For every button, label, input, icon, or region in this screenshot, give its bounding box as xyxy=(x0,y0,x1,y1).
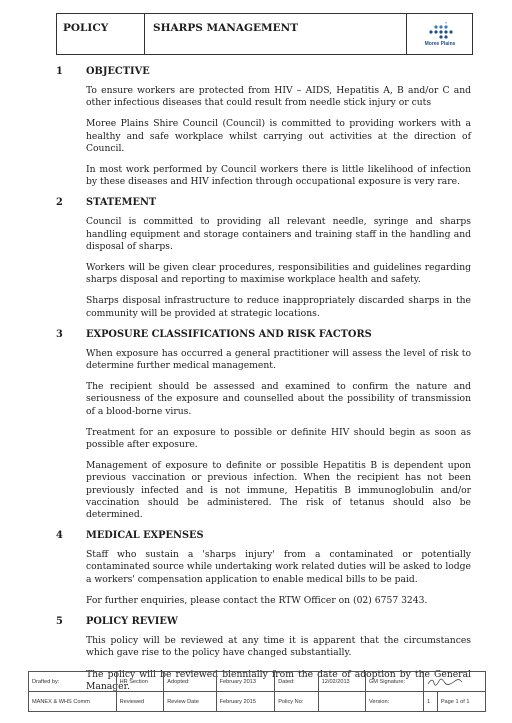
section-number: 4 xyxy=(56,530,63,542)
paragraph: Moree Plains Shire Council (Council) is committed to providing workers with a healthy and safe workplace whilst carrying out activities at the direction of Council. xyxy=(86,118,471,154)
table-row xyxy=(29,692,486,712)
gm-signature xyxy=(424,672,486,692)
paragraph: Sharps disposal infrastructure to reduce inappropriately discarded sharps in the community will be provided at strategic locations. xyxy=(86,295,471,319)
section-title: EXPOSURE CLASSIFICATIONS AND RISK FACTORS xyxy=(86,328,372,340)
paragraph: Workers will be given clear procedures, responsibilities and guidelines regarding sharps disposal and reporting to maximise workplace health and safety. xyxy=(86,262,471,286)
reviewed-label: Reviewed xyxy=(116,692,164,712)
paragraph: Management of exposure to definite or possible Hepatitis B is dependent upon previous vaccination or previous infection. When the recipient has not been previously infected and is not immune, Hepatitis B immunoglobulin and/or vaccination should be administered. The risk of tetanus should also be determined. xyxy=(86,460,471,521)
policy-no-value xyxy=(318,692,365,712)
dated-value: 12/02/2013 xyxy=(318,672,365,692)
review-date-value: February 2015 xyxy=(216,692,275,712)
section-heading xyxy=(56,329,471,340)
paragraph: The recipient should be assessed and examined to confirm the nature and seriousness of the exposure and counselled about the possibility of transmission of a blood-borne virus. xyxy=(86,381,471,417)
dated-label: Dated: xyxy=(275,672,318,692)
policy-label: POLICY xyxy=(57,14,145,54)
council-logo xyxy=(407,14,472,54)
policy-title: SHARPS MANAGEMENT xyxy=(145,14,407,54)
adopted-label: Adopted: xyxy=(164,672,216,692)
section-title: STATEMENT xyxy=(86,197,157,209)
section-number: 5 xyxy=(56,616,63,628)
paragraph: This policy will be reviewed at any time it is apparent that the circumstances which gave rise to the policy have changed substantially. xyxy=(86,635,471,659)
section-title: POLICY REVIEW xyxy=(86,616,178,628)
section-number: 3 xyxy=(56,328,63,340)
section-exposure xyxy=(56,329,471,521)
committee-value: MANEX & WHS Comm xyxy=(29,692,117,712)
section-number: 2 xyxy=(56,197,63,209)
review-date-label: Review Date xyxy=(164,692,216,712)
drafted-by-value: HR Section xyxy=(116,672,164,692)
policy-no-label: Policy No: xyxy=(275,692,318,712)
signature-icon xyxy=(427,678,463,686)
section-medical-expenses xyxy=(56,530,471,607)
logo-mark-icon xyxy=(427,22,453,40)
paragraph: Council is committed to providing all relevant needle, syringe and sharps handling equipment and storage containers and training staff in the handling and disposal of sharps. xyxy=(86,216,471,252)
section-heading xyxy=(56,197,471,208)
paragraph: In most work performed by Council workers there is little likelihood of infection by these diseases and HIV infection through occupational exposure is very rare. xyxy=(86,164,471,188)
paragraph: To ensure workers are protected from HIV – AIDS, Hepatitis A, B and/or C and other infectious diseases that could result from needle stick injury or cuts xyxy=(86,85,471,109)
section-heading xyxy=(56,66,471,77)
paragraph: When exposure has occurred a general practitioner will assess the level of risk to determine further medical management. xyxy=(86,347,471,372)
policy-body xyxy=(56,66,471,702)
logo-text: Moree Plains xyxy=(424,41,456,47)
section-number: 1 xyxy=(56,66,63,77)
document-control-table xyxy=(28,668,486,712)
section-title: OBJECTIVE xyxy=(86,66,150,77)
section-heading xyxy=(56,616,471,627)
section-statement xyxy=(56,197,471,319)
gm-signature-label: GM Signature: xyxy=(365,672,423,692)
version-value: 1 xyxy=(424,692,438,712)
paragraph: Staff who sustain a 'sharps injury' from a contaminated or potentially contaminated source while undertaking work related duties will be asked to lodge a workers' compensation application to enable medical bills to be paid. xyxy=(86,549,471,585)
version-label: Version: xyxy=(365,692,423,712)
paragraph: For further enquiries, please contact the RTW Officer on (02) 6757 3243. xyxy=(86,594,428,606)
section-objective xyxy=(56,66,471,188)
paragraph: The policy will be reviewed biennially from the date of adoption by the General Manager. xyxy=(86,668,471,692)
section-heading xyxy=(56,530,471,541)
paragraph: Treatment for an exposure to possible or definite HIV should begin as soon as possible after exposure. xyxy=(86,426,471,451)
drafted-by-label: Drafted by: xyxy=(29,672,117,692)
policy-header xyxy=(56,13,473,55)
adopted-value: February 2013 xyxy=(216,672,275,692)
page-number: Page 1 of 1 xyxy=(437,692,485,712)
table-row xyxy=(29,672,486,692)
section-title: MEDICAL EXPENSES xyxy=(86,530,204,542)
